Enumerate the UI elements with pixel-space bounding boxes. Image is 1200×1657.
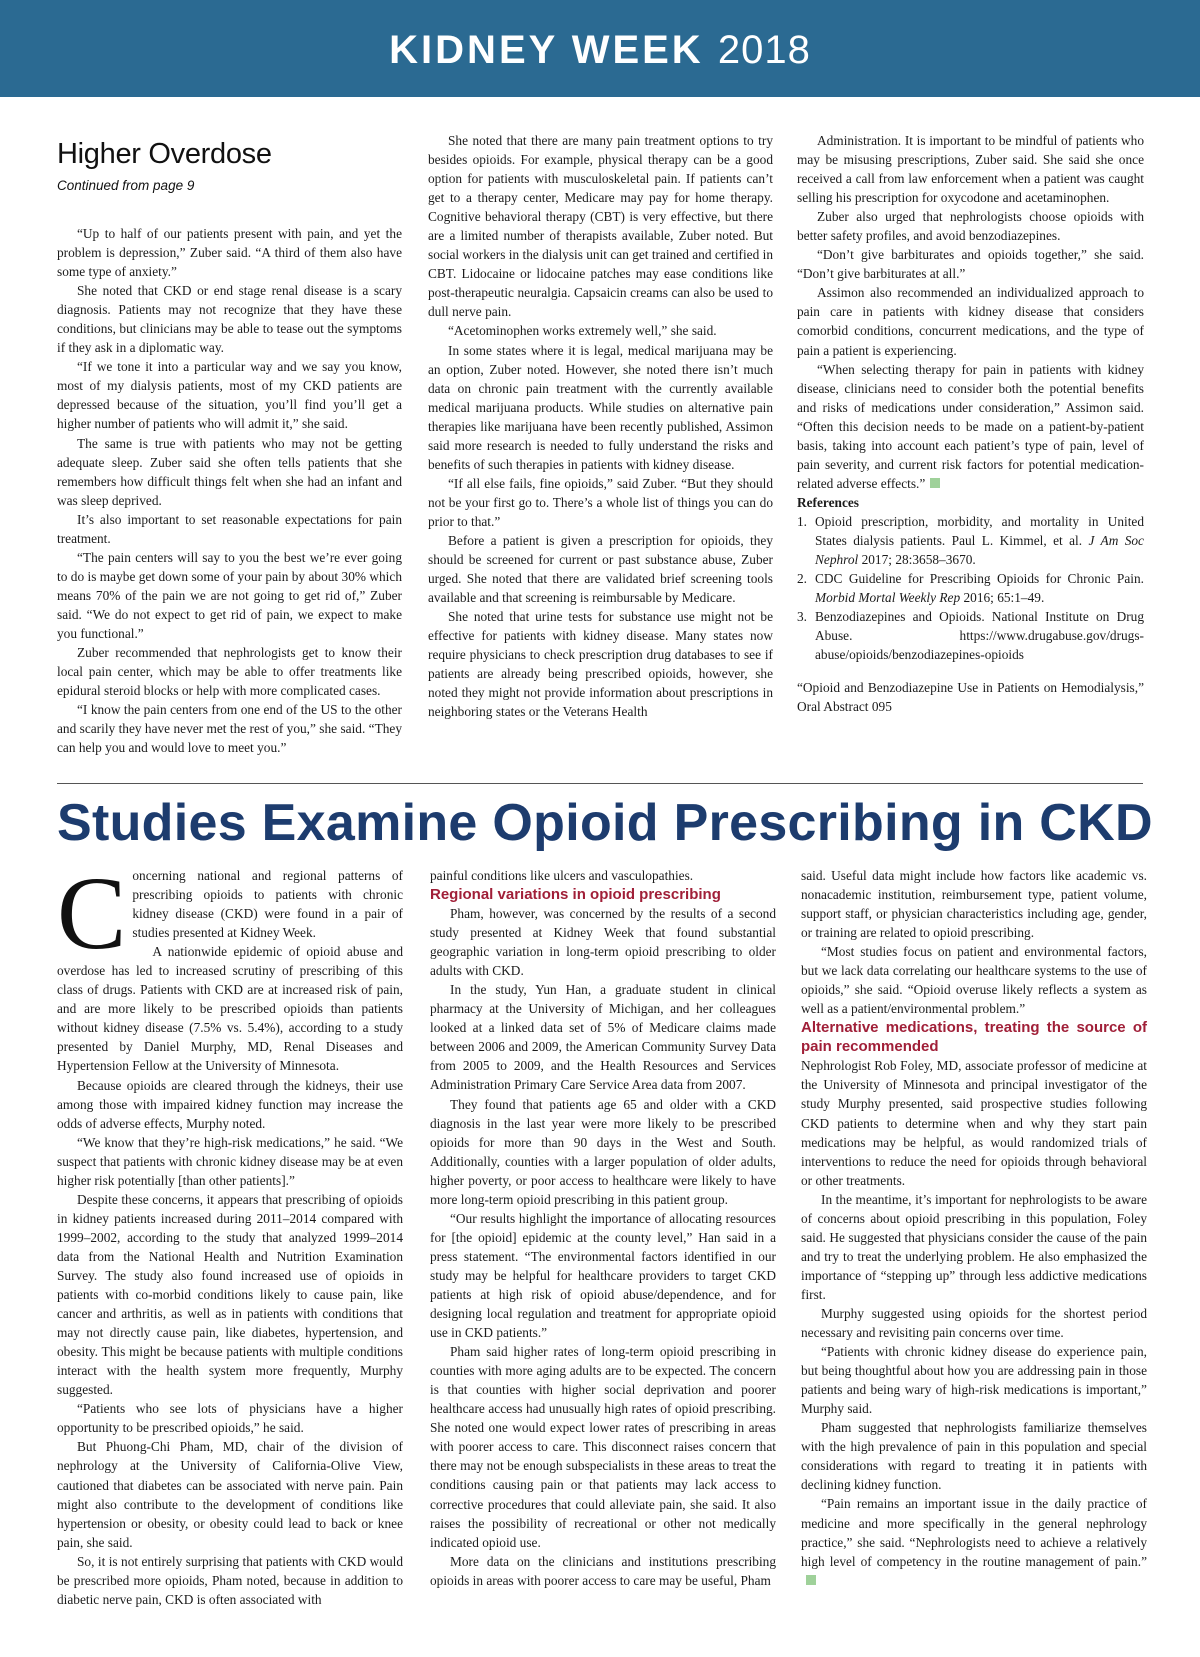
- bottom-article-column-1: [57, 856, 403, 1609]
- paragraph: “If all else fails, fine opioids,” said Zuber. “But they should not be your first go to. There’s a whole list of things you can do prior to that.”: [428, 475, 773, 529]
- article-heading: Higher Overdose: [57, 138, 272, 170]
- paragraph: Pham suggested that nephrologists familiarize themselves with the high prevalence of pain in this population and special considerations with regard to treating it in patients with declining kidney function.: [801, 1420, 1147, 1493]
- paragraph: “If we tone it into a particular way and we say you know, most of my dialysis patients, most of my CKD patients are depressed because of the situation, you’ll find you’ll get a higher number of patients who will admit it,” she said.: [57, 359, 402, 432]
- paragraph: “The pain centers will say to you the best we’re ever going to do is maybe get down some of your pain by about 30% which means 70% of the pain we are not going to get rid of,” Zuber said. “We do not expect to get rid of pain, we expect to make you functional.”: [57, 549, 402, 641]
- paragraph: said. Useful data might include how factors like academic vs. nonacademic institution, reimbursement type, patient volume, support staff, or physician characteristics including age, gender, or training are related to opioid prescribing.: [801, 868, 1147, 941]
- lead-text: oncerning national and regional patterns of prescribing opioids to patients with chronic kidney disease (CKD) were found in a pair of studies presented at Kidney Week.: [132, 868, 403, 941]
- paragraph: But Phuong-Chi Pham, MD, chair of the division of nephrology at the University of California-Olive View, cautioned that diabetes can be associated with nerve pain. Pain might also contribute to the development of conditions like hypertension or obesity, or obesity could lead to back or knee pain, she said.: [57, 1439, 403, 1550]
- paragraph: Before a patient is given a prescription for opioids, they should be screened for current or past substance abuse, Zuber urged. She noted that there are validated brief screening tools available and that screening is reimbursable by Medicare.: [428, 532, 773, 606]
- paragraph: “Most studies focus on patient and environmental factors, but we lack data correlating our healthcare systems to the use of opioids,” she said. “Opioid overuse likely reflects a system as well as a patient/environmental problem.”: [801, 944, 1147, 1017]
- oral-abstract: “Opioid and Benzodiazepine Use in Patients on Hemodialysis,” Oral Abstract 095: [797, 680, 1144, 715]
- header-banner: [0, 0, 1200, 97]
- reference-number: 3.: [797, 609, 808, 625]
- top-article-column-3: [797, 131, 1144, 716]
- subheading-regional: Regional variations in opioid prescribing: [430, 886, 721, 904]
- reference-number: 1.: [797, 513, 808, 529]
- reference-citation: CDC Guideline for Prescribing Opioids for Chronic Pain.: [815, 571, 1144, 587]
- paragraph: So, it is not entirely surprising that patients with CKD would be prescribed more opioids, Pham noted, because in addition to diabetic nerve pain, CKD is often associated with: [57, 1553, 403, 1607]
- paragraph: More data on the clinicians and institutions prescribing opioids in areas with poorer access to care may be useful, Pham: [430, 1553, 776, 1588]
- reference-journal: J Am Soc Nephrol: [815, 532, 1144, 568]
- section-divider: [57, 783, 1143, 784]
- paragraph: Pham, however, was concerned by the results of a second study presented at Kidney Week that found substantial geographic variation in long-term opioid prescribing to older adults with CKD.: [430, 906, 776, 979]
- bottom-article-column-2: [430, 866, 776, 1590]
- paragraph: A nationwide epidemic of opioid abuse and overdose has led to increased scrutiny of prescribing of this class of drugs. Patients with CKD are at increased risk of pain, and are more likely to be prescribed opioids than patients without kidney disease (7.5% vs. 5.4%), according to a study presented by Daniel Murphy, MD, Renal Diseases and Hypertension Fellow at the University of Minnesota.: [57, 944, 403, 1074]
- reference-number: 2.: [797, 571, 808, 587]
- paragraph: Despite these concerns, it appears that prescribing of opioids in kidney patients increased during 2011–2014 compared with 1999–2002, according to the study that analyzed 1999–2014 data from the National Health and Nutrition Examination Survey. The study also found increased use of opioids in patients with co-morbid conditions likely to cause pain, like cancer and arthritis, as well as in patients with conditions that may not directly cause pain, like diabetes, hypertension, and obesity. This might be because patients with multiple conditions interact with the health system more frequently, Murphy suggested.: [57, 1191, 403, 1398]
- top-article-column-1: [57, 224, 402, 757]
- paragraph: Zuber also urged that nephrologists choose opioids with better safety profiles, and avoid benzodiazepines.: [797, 209, 1144, 244]
- paragraph: She noted that urine tests for substance use might not be effective for patients with kidney disease. Many states now require physicians to check prescription drug databases to see if patients are already being prescribed opioids, however, she noted they might not provide information about prescriptions in neighboring states or the Veterans Health: [428, 609, 773, 720]
- paragraph: In the study, Yun Han, a graduate student in clinical pharmacy at the University of Michigan, and her colleagues looked at a linked data set of 5% of Medicare claims made between 2006 and 2009, the American Community Survey Data from 2005 to 2009, and the Health Resources and Services Administration Primary Care Service Area data from 2007.: [430, 982, 776, 1093]
- references-list: [797, 512, 1144, 664]
- subheading-alternative: Alternative medications, treating the source of pain recommended: [801, 1019, 1147, 1056]
- end-of-article-mark: [806, 1575, 816, 1585]
- lead-paragraph: [57, 856, 403, 971]
- drop-cap: C: [57, 856, 127, 971]
- paragraph: They found that patients age 65 and older with a CKD diagnosis in the last year were more likely to be prescribed opioids for more than 90 days in the West and South. Additionally, counties with a larger population of older adults, higher poverty, or poor access to healthcare were likely to have more long-term opioid prescribing in this patient group.: [430, 1096, 776, 1207]
- paragraph: Assimon also recommended an individualized approach to pain care in patients with kidney disease that considers comorbid conditions, concurrent medications, and the type of pain a patient is experiencing.: [797, 285, 1144, 358]
- paragraph: “Don’t give barbiturates and opioids together,” she said. “Don’t give barbiturates at all.”: [797, 247, 1144, 282]
- paragraph: Because opioids are cleared through the kidneys, their use among those with impaired kidney function may increase the odds of adverse effects, Murphy noted.: [57, 1077, 403, 1131]
- article-title: Studies Examine Opioid Prescribing in CKD: [57, 794, 1153, 852]
- publication-year: 2018: [717, 28, 811, 72]
- paragraph: In the meantime, it’s important for nephrologists to be aware of concerns about opioid prescribing in this population, Foley said. He suggested that physicians consider the cause of the pain and try to treat the underlying problem. He also emphasized the importance of “stepping up” through less addictive medications first.: [801, 1191, 1147, 1302]
- reference-citation: Benzodiazepines and Opioids. National Institute on Drug Abuse. https://www.drugabuse.gov/drugs-abuse/opioids/benzodiazepines-opioids: [815, 609, 1144, 663]
- paragraph: “Acetominophen works extremely well,” she said.: [448, 323, 717, 339]
- references-title: References: [797, 494, 859, 510]
- paragraph: In some states where it is legal, medical marijuana may be an option, Zuber noted. However, she noted there isn’t much data on chronic pain treatment with the currently available medical marijuana products. While studies on alternative pain therapies like marijuana have been recently published, Assimon said more research is needed to fully understand the risks and benefits of such therapies in patients with kidney disease.: [428, 342, 773, 472]
- paragraph: “Our results highlight the importance of allocating resources for [the opioid] epidemic at the county level,” Han said in a press statement. “The environmental factors identified in our study may be helpful for healthcare providers to target CKD patients at high risk of opioid abuse/dependence, and for designing local regulation and treatment for appropriate opioid use in CKD patients.”: [430, 1210, 776, 1341]
- paragraph: Administration. It is important to be mindful of patients who may be misusing prescriptions, Zuber said. She said she once received a call from law enforcement when a patient was caught selling his prescription for oxycodone and acetaminophen.: [797, 133, 1144, 206]
- reference-journal: Morbid Mortal Weekly Rep: [815, 590, 961, 606]
- paragraph: “Patients with chronic kidney disease do experience pain, but being thoughtful about how you are addressing pain in those patients and being wary of high-risk medications is important,” Murphy said.: [801, 1344, 1147, 1417]
- end-of-article-mark: [930, 478, 940, 488]
- paragraph: “We know that they’re high-risk medications,” he said. “We suspect that patients with chronic kidney disease may be at even higher risk potentially [than other patients].”: [57, 1134, 403, 1188]
- reference-volume: 2017; 28:3658–3670.: [858, 552, 976, 568]
- continued-note: Continued from page 9: [57, 178, 195, 193]
- paragraph: Pham said higher rates of long-term opioid prescribing in counties with more aging adults are to be expected. The concern is that counties with higher social deprivation and poorer healthcare access had unusually high rates of opioid prescribing. She noted one would expect lower rates of prescribing in areas with poorer access to care. This disconnect raises concern that there may not be enough subspecialists in these areas to treat the conditions causing pain or that patients may lack access to corrective procedures that could alleviate pain, she said. It also raises the possibility of recreational or other not medically indicated opioid use.: [430, 1344, 776, 1550]
- reference-item: [797, 607, 1144, 664]
- paragraph: “Pain remains an important issue in the daily practice of medicine and more specifically in the general nephrology practice,” she said. “Nephrologists need to achieve a relatively high level of competency in the routine management of pain.”: [801, 1494, 1147, 1589]
- bottom-article-column-3: [801, 866, 1147, 1590]
- reference-text: [815, 569, 1144, 607]
- paragraph: “Up to half of our patients present with pain, and yet the problem is depression,” Zuber said. “A third of them also have some type of anxiety.”: [57, 226, 402, 280]
- paragraph: Zuber recommended that nephrologists get to know their local pain center, which may be able to offer treatments like epidural steroid blocks or help with more complicated cases.: [57, 645, 402, 699]
- reference-text: [815, 607, 1144, 664]
- paragraph: She noted that CKD or end stage renal disease is a scary diagnosis. Patients may not recognize that they have these conditions, but clinicians may be able to tease out the symptoms if they ask in a diplomatic way.: [57, 283, 402, 356]
- paragraph: Murphy suggested using opioids for the shortest period necessary and revisiting pain concerns over time.: [801, 1305, 1147, 1341]
- paragraph: painful conditions like ulcers and vasculopathies.: [430, 868, 694, 883]
- reference-volume: 2016; 65:1–49.: [960, 590, 1045, 606]
- paragraph: The same is true with patients who may not be getting adequate sleep. Zuber said she often tells patients that she remembers how difficult things felt when she had an infant and was sleep deprived.: [57, 435, 402, 508]
- reference-item: [797, 569, 1144, 607]
- reference-text: [815, 512, 1144, 569]
- paragraph: She noted that there are many pain treatment options to try besides opioids. For example, physical therapy can be a good option for patients with musculoskeletal pain. If patients can’t get to a therapy center, Medicare may pay for home therapy. Cognitive behavioral therapy (CBT) is very effective, but there are a limited number of therapists available, Zuber noted. But social workers in the dialysis unit can get trained and certified in CBT. Lidocaine or lidocaine patches may ease conditions like post-therapeutic neuralgia. Capsaicin creams can also be used to dull nerve pain.: [428, 133, 773, 320]
- reference-item: [797, 512, 1144, 569]
- paragraph: It’s also important to set reasonable expectations for pain treatment.: [57, 511, 402, 546]
- publication-title: [389, 30, 811, 70]
- top-article-column-2: [428, 131, 773, 721]
- publication-name: KIDNEY WEEK: [389, 28, 704, 72]
- paragraph: Nephrologist Rob Foley, MD, associate professor of medicine at the University of Minnesota and principal investigator of the study Murphy presented, said prospective studies following CKD patients to determine when and why they start pain medications may be helpful, as would randomized trials of interventions to reduce the need for opioids through behavioral or other treatments.: [801, 1058, 1147, 1188]
- paragraph: “Patients who see lots of physicians have a higher opportunity to be prescribed opioids,” he said.: [57, 1401, 403, 1436]
- paragraph: “I know the pain centers from one end of the US to the other and scarily they have never met the rest of you,” she said. “They can help you and would love to meet you.”: [57, 702, 402, 756]
- paragraph: “When selecting therapy for pain in patients with kidney disease, clinicians need to consider both the potential benefits and risks of medications under consideration,” Assimon said. “Often this decision needs to be made on a patient-by-patient basis, taking into account each patient’s type of pain, level of pain severity, and current risk factors for potential medication-related adverse effects.”: [797, 361, 1144, 491]
- reference-citation: Opioid prescription, morbidity, and mortality in United States dialysis patients. Paul L. Kimmel, et al.: [815, 513, 1144, 548]
